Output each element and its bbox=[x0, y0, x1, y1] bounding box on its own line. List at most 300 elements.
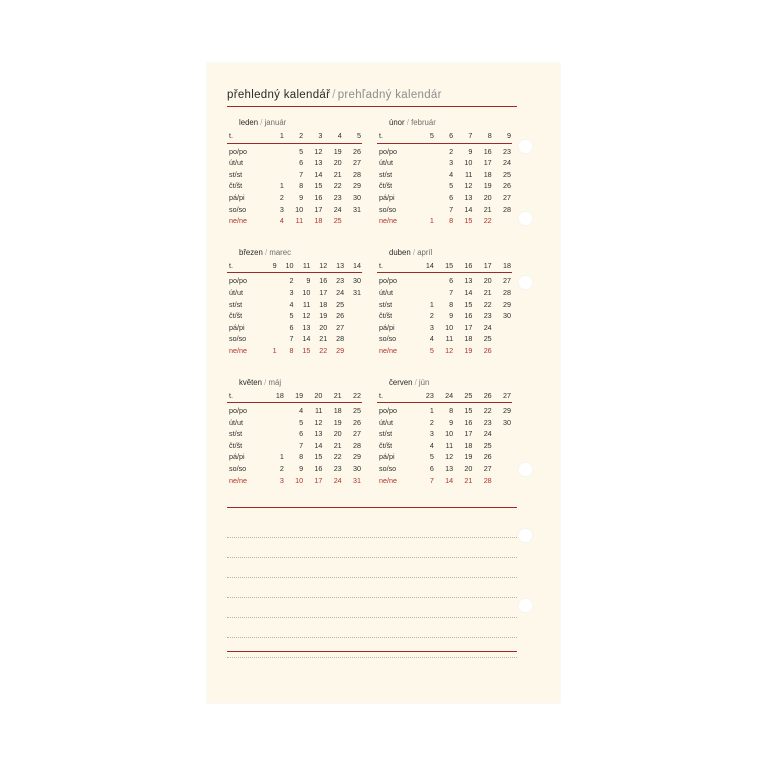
week-label: t. bbox=[229, 390, 233, 400]
week-number: 14 bbox=[353, 260, 361, 270]
day-cell: 14 bbox=[445, 475, 454, 485]
note-line[interactable] bbox=[227, 578, 517, 598]
day-cell: 31 bbox=[353, 204, 361, 214]
month-name-cs: březen bbox=[239, 247, 263, 257]
week-number: 3 bbox=[318, 131, 323, 140]
day-cell: 12 bbox=[464, 181, 473, 191]
day-cell: 28 bbox=[503, 287, 511, 297]
day-cell: 23 bbox=[333, 192, 342, 202]
day-cell: 11 bbox=[445, 334, 454, 344]
day-cell: 16 bbox=[314, 464, 323, 474]
week-number: 18 bbox=[503, 260, 511, 270]
day-cell: 3 bbox=[279, 475, 284, 485]
day-cell bbox=[345, 299, 362, 311]
day-row bbox=[227, 192, 362, 204]
day-cell: 22 bbox=[483, 406, 492, 416]
day-cell bbox=[266, 428, 285, 440]
day-cell bbox=[261, 273, 278, 287]
day-cell: 25 bbox=[336, 299, 345, 309]
month-name bbox=[389, 378, 527, 387]
day-cell: 26 bbox=[503, 181, 511, 191]
month-block bbox=[227, 248, 377, 357]
day-cell bbox=[416, 192, 435, 204]
day-cell: 11 bbox=[445, 440, 454, 450]
day-cell bbox=[266, 403, 285, 417]
day-row-label: so/so bbox=[229, 334, 247, 344]
day-row-label: ne/ne bbox=[229, 345, 247, 355]
day-cell: 21 bbox=[464, 475, 473, 485]
day-cell: 29 bbox=[353, 452, 361, 462]
day-cell: 20 bbox=[464, 464, 473, 474]
day-cell: 18 bbox=[464, 334, 473, 344]
day-cell: 14 bbox=[302, 334, 311, 344]
day-cell: 1 bbox=[279, 452, 284, 462]
day-cell: 29 bbox=[503, 299, 511, 309]
title-separator: / bbox=[332, 89, 336, 101]
day-row-label: po/po bbox=[379, 146, 397, 156]
day-cell: 12 bbox=[445, 452, 454, 462]
note-line[interactable] bbox=[227, 518, 517, 538]
day-cell: 4 bbox=[429, 440, 434, 450]
week-number: 20 bbox=[314, 390, 323, 400]
day-cell: 21 bbox=[483, 204, 492, 214]
day-row bbox=[377, 157, 512, 169]
day-cell: 11 bbox=[314, 406, 323, 416]
day-cell: 8 bbox=[289, 345, 294, 355]
day-cell: 10 bbox=[295, 204, 304, 214]
day-cell bbox=[261, 322, 278, 334]
month-table bbox=[227, 390, 362, 487]
day-row bbox=[377, 333, 512, 345]
day-row-label: po/po bbox=[229, 406, 247, 416]
day-cell: 29 bbox=[503, 406, 511, 416]
month-name-separator: / bbox=[410, 247, 418, 257]
day-cell bbox=[416, 169, 435, 181]
day-cell: 27 bbox=[503, 192, 511, 202]
month-name-separator: / bbox=[261, 377, 269, 387]
day-row-label: ne/ne bbox=[229, 475, 247, 485]
week-number: 6 bbox=[449, 131, 454, 140]
day-cell: 15 bbox=[302, 345, 311, 355]
day-cell: 23 bbox=[333, 464, 342, 474]
day-cell: 12 bbox=[314, 417, 323, 427]
month-name-sk: máj bbox=[268, 377, 282, 387]
week-number-row bbox=[377, 260, 512, 273]
day-cell: 15 bbox=[464, 406, 473, 416]
day-row bbox=[227, 273, 362, 287]
day-row-label: čt/št bbox=[379, 311, 393, 321]
day-cell: 15 bbox=[464, 216, 473, 226]
day-row-label: so/so bbox=[229, 204, 247, 214]
day-cell: 5 bbox=[429, 452, 434, 462]
day-cell bbox=[266, 440, 285, 452]
day-cell: 23 bbox=[483, 417, 492, 427]
day-row-label: čt/št bbox=[229, 181, 243, 191]
month-name-sk: január bbox=[264, 118, 287, 127]
day-cell: 2 bbox=[449, 146, 454, 156]
day-cell: 27 bbox=[503, 276, 511, 286]
day-cell bbox=[493, 345, 512, 357]
day-cell: 11 bbox=[295, 216, 304, 226]
week-number: 23 bbox=[425, 390, 434, 400]
day-cell bbox=[493, 475, 512, 487]
day-row bbox=[227, 417, 362, 429]
month-table bbox=[377, 130, 512, 227]
month-name-cs: únor bbox=[389, 118, 405, 127]
day-row-label: so/so bbox=[379, 464, 397, 474]
day-cell: 27 bbox=[353, 158, 361, 168]
week-number: 18 bbox=[275, 390, 284, 400]
day-cell: 31 bbox=[353, 475, 361, 485]
day-cell bbox=[266, 157, 285, 169]
day-cell bbox=[345, 310, 362, 322]
week-number: 5 bbox=[429, 131, 434, 140]
week-number: 7 bbox=[468, 131, 473, 140]
week-number-row bbox=[227, 260, 362, 273]
note-line[interactable] bbox=[227, 538, 517, 558]
month-table bbox=[377, 390, 512, 487]
day-cell bbox=[416, 157, 435, 169]
day-cell: 23 bbox=[503, 146, 511, 156]
day-cell: 10 bbox=[464, 158, 473, 168]
day-cell: 5 bbox=[299, 417, 304, 427]
day-row bbox=[227, 215, 362, 227]
week-number: 21 bbox=[333, 390, 342, 400]
week-label: t. bbox=[379, 131, 383, 140]
day-cell: 14 bbox=[464, 204, 473, 214]
day-row-label: čt/št bbox=[379, 181, 393, 191]
day-row-label: út/ut bbox=[229, 158, 243, 168]
day-cell: 13 bbox=[302, 322, 311, 332]
day-cell: 18 bbox=[483, 169, 492, 179]
day-cell: 19 bbox=[319, 311, 328, 321]
day-cell: 22 bbox=[333, 452, 342, 462]
day-cell: 18 bbox=[319, 299, 328, 309]
day-row-label: ne/ne bbox=[379, 216, 397, 226]
day-cell: 3 bbox=[289, 287, 294, 297]
page-title-cs: přehledný kalendář bbox=[227, 89, 331, 101]
day-cell: 9 bbox=[306, 276, 311, 286]
day-row-label: st/st bbox=[229, 299, 243, 309]
day-cell: 30 bbox=[503, 417, 511, 427]
week-number: 10 bbox=[285, 260, 294, 270]
week-number: 22 bbox=[353, 390, 361, 400]
month-name-sk: jún bbox=[418, 377, 430, 387]
day-cell bbox=[416, 287, 435, 299]
day-cell: 25 bbox=[503, 169, 511, 179]
day-cell: 28 bbox=[353, 169, 361, 179]
day-cell: 25 bbox=[333, 216, 342, 226]
punch-hole bbox=[518, 139, 533, 154]
week-number-row bbox=[377, 390, 512, 403]
day-cell: 22 bbox=[333, 181, 342, 191]
day-cell: 18 bbox=[333, 406, 342, 416]
day-cell: 10 bbox=[302, 287, 311, 297]
day-cell: 17 bbox=[464, 322, 473, 332]
week-number: 26 bbox=[483, 390, 492, 400]
day-cell: 16 bbox=[464, 311, 473, 321]
calendar-page bbox=[207, 63, 560, 703]
page-title bbox=[227, 89, 517, 101]
day-cell: 21 bbox=[333, 169, 342, 179]
day-cell: 13 bbox=[445, 464, 454, 474]
month-name bbox=[239, 248, 377, 257]
day-cell: 1 bbox=[429, 406, 434, 416]
day-cell bbox=[261, 333, 278, 345]
day-cell: 5 bbox=[449, 181, 454, 191]
day-cell: 19 bbox=[464, 452, 473, 462]
day-cell: 18 bbox=[464, 440, 473, 450]
day-row bbox=[377, 475, 512, 487]
day-cell: 9 bbox=[299, 192, 304, 202]
day-cell: 3 bbox=[449, 158, 454, 168]
day-cell: 25 bbox=[483, 440, 492, 450]
week-number: 14 bbox=[425, 260, 434, 270]
week-number: 15 bbox=[445, 260, 454, 270]
day-cell: 8 bbox=[449, 406, 454, 416]
note-line[interactable] bbox=[227, 558, 517, 578]
week-label: t. bbox=[379, 390, 383, 400]
day-cell: 4 bbox=[449, 169, 454, 179]
month-name-cs: duben bbox=[389, 247, 411, 257]
day-cell bbox=[493, 215, 512, 227]
day-cell: 10 bbox=[295, 475, 304, 485]
day-cell: 30 bbox=[353, 276, 361, 286]
month-name-separator: / bbox=[404, 118, 412, 127]
day-row-label: út/ut bbox=[229, 287, 243, 297]
day-row-label: čt/št bbox=[229, 440, 243, 450]
day-row bbox=[227, 345, 362, 357]
day-cell bbox=[266, 143, 285, 157]
notes-bottom-rule bbox=[227, 651, 517, 652]
day-cell bbox=[261, 310, 278, 322]
week-label: t. bbox=[229, 131, 233, 140]
week-number: 2 bbox=[299, 131, 304, 140]
day-cell: 7 bbox=[449, 287, 454, 297]
day-cell bbox=[416, 143, 435, 157]
day-cell: 9 bbox=[299, 464, 304, 474]
day-row bbox=[377, 180, 512, 192]
month-name-sk: apríl bbox=[417, 247, 433, 257]
month-block bbox=[377, 118, 527, 227]
notes-top-rule bbox=[227, 507, 517, 508]
day-cell: 6 bbox=[449, 276, 454, 286]
month-name bbox=[239, 378, 377, 387]
day-cell: 20 bbox=[483, 276, 492, 286]
week-number: 9 bbox=[507, 131, 511, 140]
day-cell bbox=[493, 322, 512, 334]
day-cell: 8 bbox=[299, 452, 304, 462]
day-cell bbox=[493, 463, 512, 475]
day-cell: 13 bbox=[314, 429, 323, 439]
month-block bbox=[227, 378, 377, 487]
week-number: 27 bbox=[503, 390, 511, 400]
day-cell bbox=[266, 169, 285, 181]
punch-hole bbox=[518, 462, 533, 477]
day-cell bbox=[345, 322, 362, 334]
week-number: 1 bbox=[279, 131, 284, 140]
day-row bbox=[377, 204, 512, 216]
day-cell bbox=[261, 287, 278, 299]
month-table bbox=[227, 130, 362, 227]
day-row bbox=[377, 417, 512, 429]
notes-area[interactable] bbox=[227, 518, 517, 658]
day-cell: 2 bbox=[289, 276, 294, 286]
day-cell: 16 bbox=[314, 192, 323, 202]
day-cell: 13 bbox=[464, 276, 473, 286]
day-cell: 21 bbox=[333, 440, 342, 450]
day-cell: 12 bbox=[302, 311, 311, 321]
day-cell: 7 bbox=[289, 334, 294, 344]
week-number: 4 bbox=[337, 131, 342, 140]
day-row-label: ne/ne bbox=[229, 216, 247, 226]
day-cell: 21 bbox=[319, 334, 328, 344]
month-name-cs: květen bbox=[239, 377, 262, 387]
day-cell: 16 bbox=[319, 276, 328, 286]
day-cell: 4 bbox=[429, 334, 434, 344]
day-cell: 10 bbox=[445, 429, 454, 439]
day-row bbox=[227, 310, 362, 322]
day-row-label: st/st bbox=[229, 429, 243, 439]
day-cell: 3 bbox=[429, 322, 434, 332]
day-cell: 25 bbox=[483, 334, 492, 344]
day-row-label: čt/št bbox=[379, 440, 393, 450]
day-cell: 9 bbox=[468, 146, 473, 156]
day-cell: 24 bbox=[336, 287, 345, 297]
day-cell: 6 bbox=[449, 192, 454, 202]
day-cell: 1 bbox=[429, 216, 434, 226]
day-row bbox=[227, 169, 362, 181]
punch-hole bbox=[518, 598, 533, 613]
day-cell: 4 bbox=[279, 216, 284, 226]
day-row-label: út/ut bbox=[379, 158, 393, 168]
day-cell: 5 bbox=[429, 345, 434, 355]
day-cell: 26 bbox=[353, 146, 361, 156]
day-row bbox=[377, 403, 512, 417]
day-cell bbox=[416, 180, 435, 192]
day-cell: 15 bbox=[314, 181, 323, 191]
day-row bbox=[377, 192, 512, 204]
day-row-label: pá/pi bbox=[379, 192, 395, 202]
week-number-row bbox=[377, 130, 512, 143]
day-cell: 6 bbox=[299, 429, 304, 439]
month-name bbox=[239, 118, 377, 127]
day-cell: 25 bbox=[353, 406, 361, 416]
day-cell: 20 bbox=[319, 322, 328, 332]
week-label: t. bbox=[229, 260, 233, 270]
day-row bbox=[227, 403, 362, 417]
day-row bbox=[227, 322, 362, 334]
day-cell: 26 bbox=[336, 311, 345, 321]
punch-hole bbox=[518, 275, 533, 290]
day-cell: 30 bbox=[353, 192, 361, 202]
day-cell bbox=[493, 333, 512, 345]
day-cell: 19 bbox=[483, 181, 492, 191]
day-row-label: so/so bbox=[379, 334, 397, 344]
day-cell: 30 bbox=[503, 311, 511, 321]
day-row bbox=[227, 157, 362, 169]
month-name-sk: marec bbox=[269, 247, 292, 257]
day-row-label: út/ut bbox=[379, 417, 393, 427]
day-row bbox=[227, 180, 362, 192]
day-row-label: so/so bbox=[379, 204, 397, 214]
day-cell: 10 bbox=[445, 322, 454, 332]
day-row bbox=[377, 440, 512, 452]
day-cell: 2 bbox=[279, 464, 284, 474]
week-number-row bbox=[227, 130, 362, 143]
day-cell: 7 bbox=[299, 169, 304, 179]
day-row bbox=[377, 322, 512, 334]
day-cell: 23 bbox=[336, 276, 345, 286]
note-line[interactable] bbox=[227, 598, 517, 618]
day-row-label: ne/ne bbox=[379, 345, 397, 355]
day-cell bbox=[493, 428, 512, 440]
month-block bbox=[377, 248, 527, 357]
day-row-label: pá/pi bbox=[229, 192, 245, 202]
day-cell: 3 bbox=[279, 204, 284, 214]
day-row bbox=[377, 273, 512, 287]
day-cell: 2 bbox=[429, 311, 434, 321]
day-cell: 24 bbox=[483, 429, 492, 439]
day-row-label: st/st bbox=[379, 429, 393, 439]
day-cell: 27 bbox=[483, 464, 492, 474]
day-cell: 9 bbox=[449, 311, 454, 321]
day-cell: 12 bbox=[445, 345, 454, 355]
day-cell: 29 bbox=[353, 181, 361, 191]
day-cell: 15 bbox=[464, 299, 473, 309]
day-cell: 22 bbox=[483, 299, 492, 309]
day-cell: 17 bbox=[464, 429, 473, 439]
day-cell: 14 bbox=[314, 169, 323, 179]
note-line[interactable] bbox=[227, 618, 517, 638]
day-cell: 8 bbox=[449, 299, 454, 309]
day-cell: 12 bbox=[314, 146, 323, 156]
day-cell: 4 bbox=[289, 299, 294, 309]
day-cell: 9 bbox=[449, 417, 454, 427]
day-cell: 13 bbox=[314, 158, 323, 168]
month-name-separator: / bbox=[258, 118, 265, 127]
day-row bbox=[377, 463, 512, 475]
day-row-label: čt/št bbox=[229, 311, 243, 321]
day-row bbox=[227, 299, 362, 311]
week-number: 19 bbox=[295, 390, 304, 400]
day-cell: 22 bbox=[319, 345, 328, 355]
week-number: 11 bbox=[302, 260, 311, 270]
day-row-label: pá/pi bbox=[229, 452, 245, 462]
day-cell: 26 bbox=[483, 452, 492, 462]
day-cell bbox=[416, 204, 435, 216]
week-number: 24 bbox=[445, 390, 454, 400]
note-line[interactable] bbox=[227, 638, 517, 658]
punch-hole bbox=[518, 528, 533, 543]
month-name-cs: leden bbox=[239, 118, 259, 127]
day-cell: 27 bbox=[336, 322, 345, 332]
month-table bbox=[227, 260, 362, 357]
day-cell: 21 bbox=[483, 287, 492, 297]
month-block bbox=[377, 378, 527, 487]
punch-hole bbox=[518, 211, 533, 226]
day-cell: 19 bbox=[333, 417, 342, 427]
day-cell: 23 bbox=[483, 311, 492, 321]
day-cell bbox=[345, 345, 362, 357]
day-cell: 7 bbox=[449, 204, 454, 214]
day-cell: 24 bbox=[483, 322, 492, 332]
day-cell bbox=[493, 440, 512, 452]
week-number-row bbox=[227, 390, 362, 403]
day-cell: 7 bbox=[429, 475, 434, 485]
day-cell: 6 bbox=[289, 322, 294, 332]
day-cell: 7 bbox=[299, 440, 304, 450]
